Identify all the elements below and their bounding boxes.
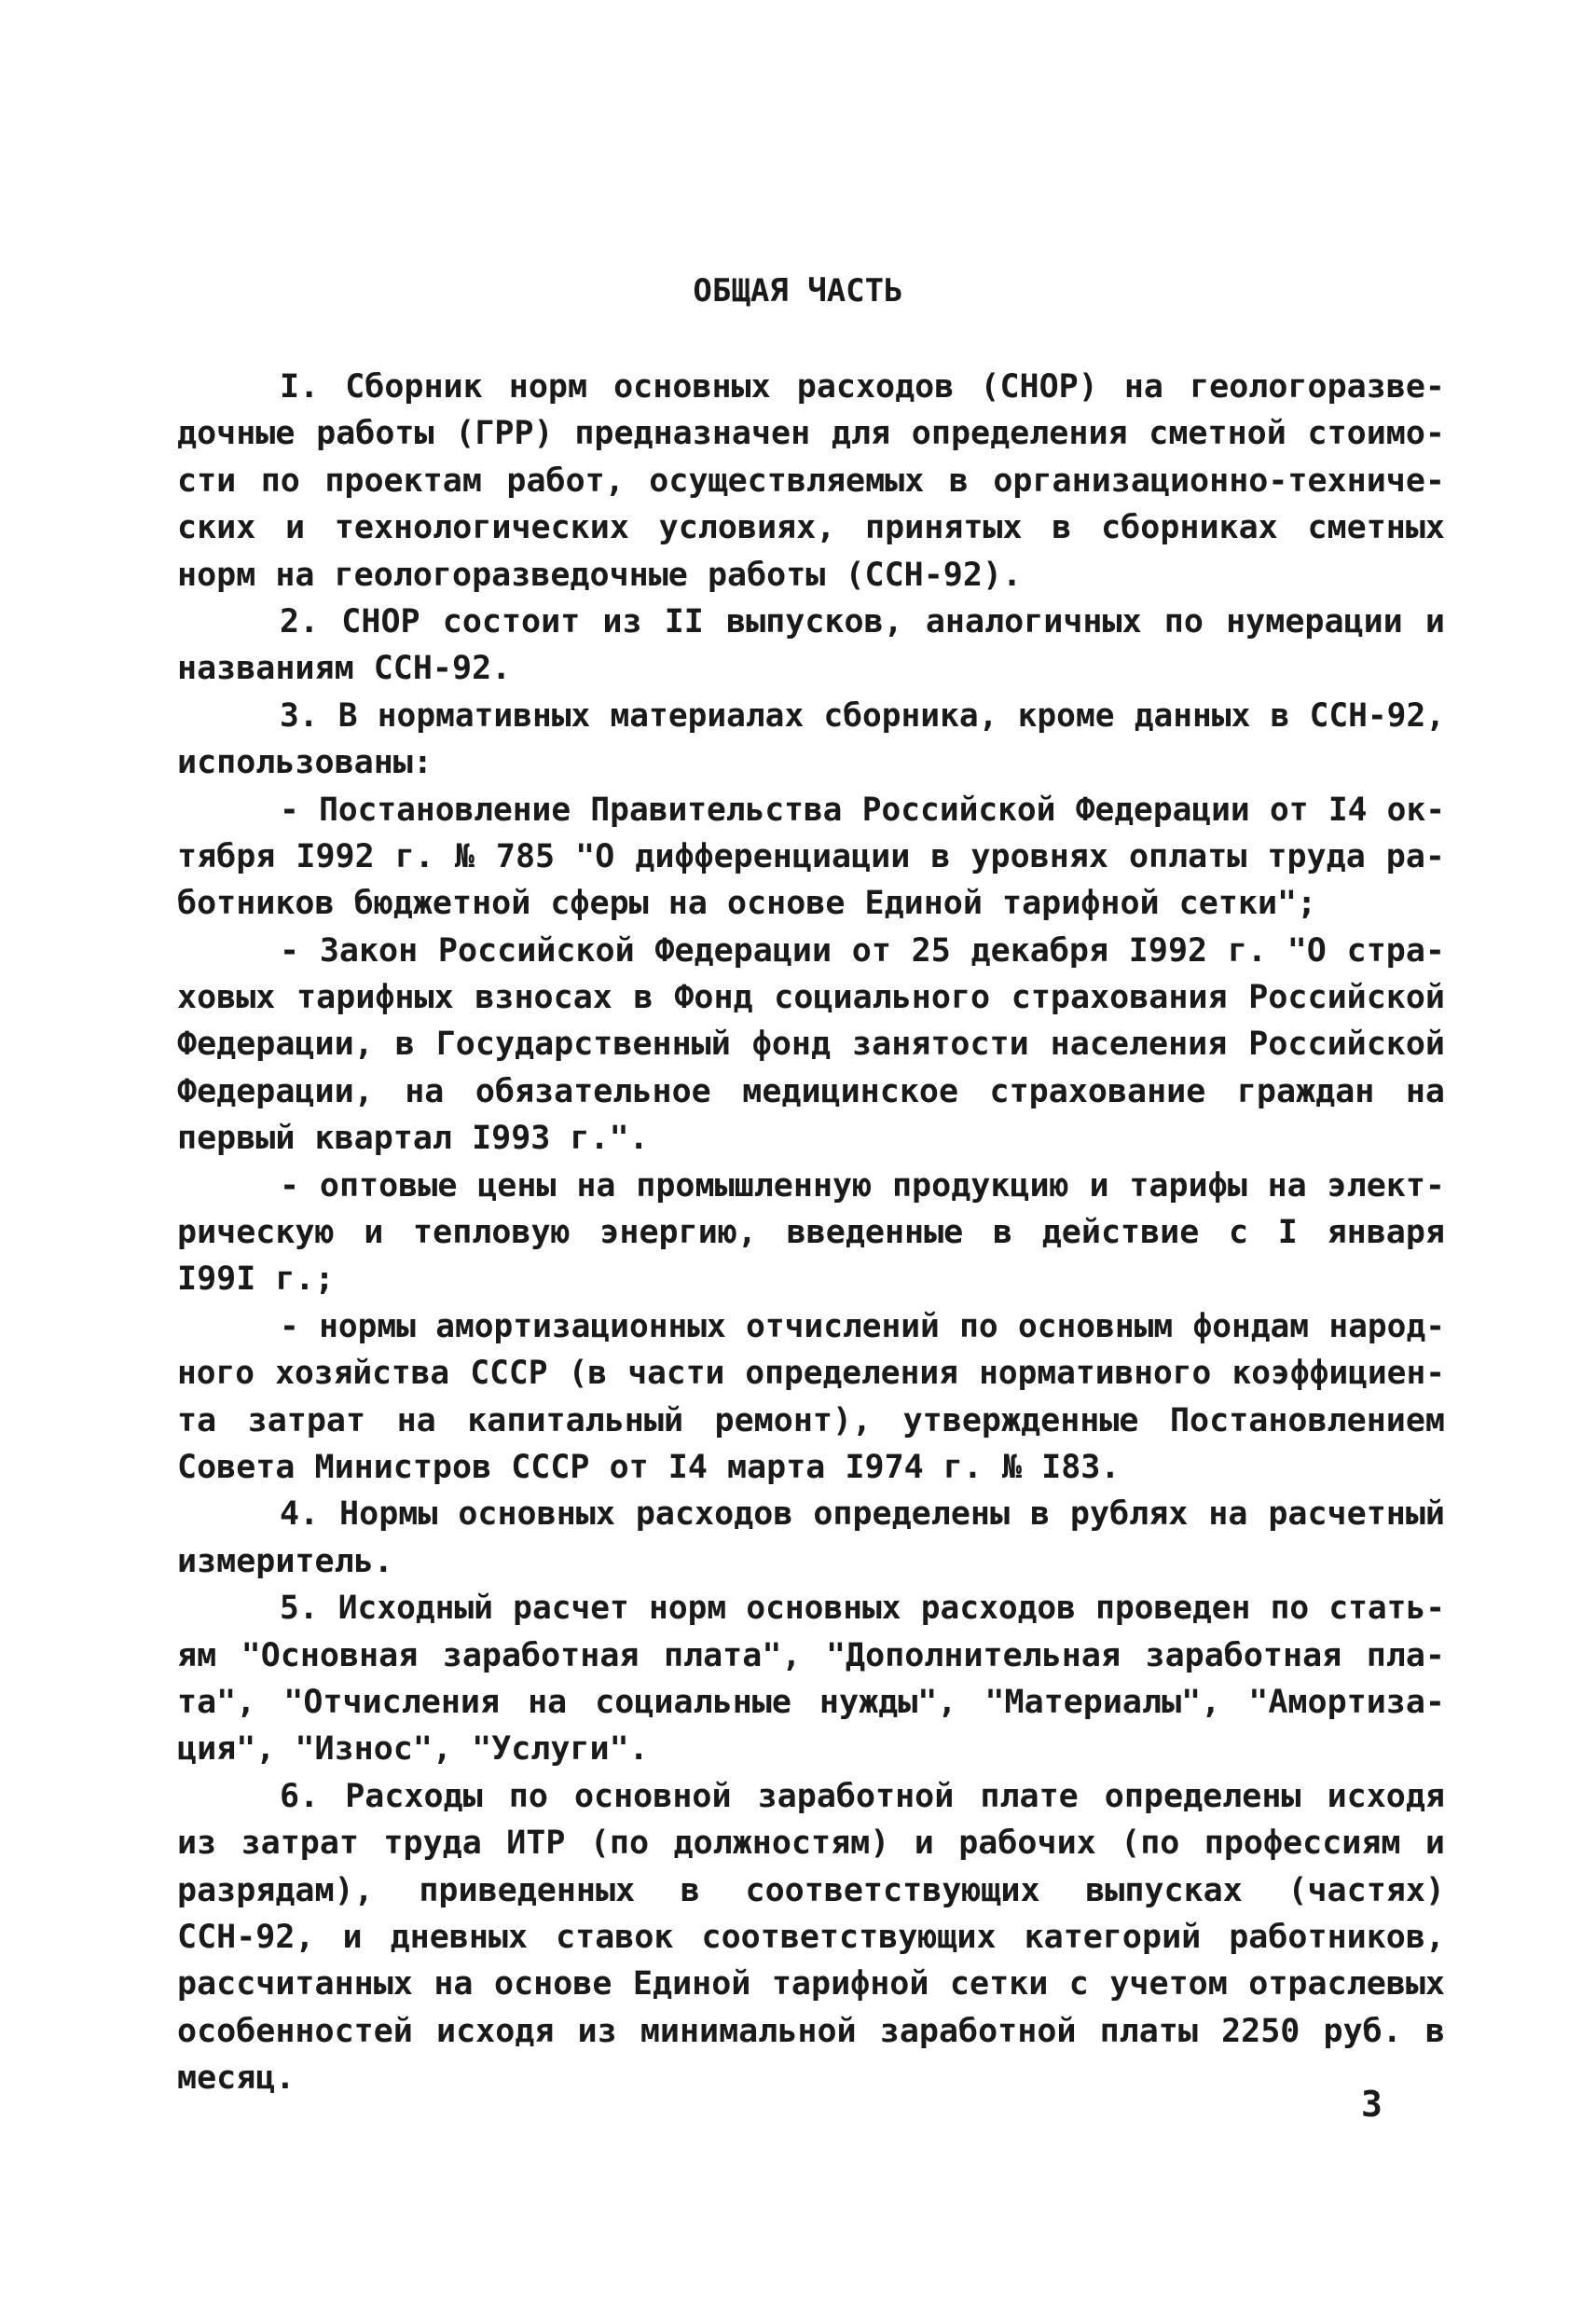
text-line: ховых тарифных взносах в Фонд социального страхования Российской bbox=[177, 979, 1445, 1017]
text-line: Федерации, в Государственный фонд занятости населения Российской bbox=[177, 1026, 1445, 1064]
text-line: норм на геологоразведочные работы (ССН-92). bbox=[177, 556, 1023, 594]
text-line: 6. Расходы по основной заработной плате определены исходя bbox=[280, 1777, 1445, 1815]
text-line: первый квартал I993 г.". bbox=[177, 1120, 649, 1158]
text-line: дочные работы (ГРР) предназначен для определения сметной стоимо- bbox=[177, 415, 1445, 453]
text-line: сти по проектам работ, осуществляемых в организационно-техниче- bbox=[177, 461, 1445, 500]
text-line: I99I г.; bbox=[177, 1260, 335, 1299]
text-line: из затрат труда ИТР (по должностям) и рабочих (по профессиям и bbox=[177, 1824, 1445, 1863]
text-line: ция", "Износ", "Услуги". bbox=[177, 1730, 649, 1769]
body-text bbox=[177, 364, 1445, 2101]
text-line: месяц. bbox=[177, 2059, 296, 2098]
text-line: - Постановление Правительства Российской Федерации от I4 ок- bbox=[280, 791, 1445, 829]
text-line: ских и технологических условиях, принятых в сборниках сметных bbox=[177, 509, 1445, 547]
text-line: та", "Отчисления на социальные нужды", "Материалы", "Амортиза- bbox=[177, 1683, 1445, 1721]
text-line: разрядам), приведенных в соответствующих выпусках (частях) bbox=[177, 1871, 1445, 1909]
text-line: - нормы амортизационных отчислений по основным фондам народ- bbox=[280, 1307, 1445, 1345]
text-line: ССН-92, и дневных ставок соответствующих категорий работников, bbox=[177, 1918, 1445, 1956]
text-line: I. Сборник норм основных расходов (СНОР) на геологоразве- bbox=[280, 368, 1445, 406]
text-line: 5. Исходный расчет норм основных расходов проведен по стать- bbox=[280, 1590, 1445, 1628]
text-line: Совета Министров СССР от I4 марта I974 г. № I83. bbox=[177, 1448, 1121, 1486]
text-line: ного хозяйства СССР (в части определения нормативного коэффициен- bbox=[177, 1355, 1445, 1393]
text-line: измеритель. bbox=[177, 1542, 393, 1580]
text-line: 3. В нормативных материалах сборника, кроме данных в ССН-92, bbox=[280, 696, 1445, 735]
text-line: названиям ССН-92. bbox=[177, 650, 512, 688]
text-line: Федерации, на обязательное медицинское страхование граждан на bbox=[177, 1072, 1445, 1110]
text-line: тября I992 г. № 785 "О дифференциации в уровнях оплаты труда ра- bbox=[177, 837, 1445, 875]
text-line: - оптовые цены на промышленную продукцию и тарифы на элект- bbox=[280, 1166, 1445, 1205]
text-line: особенностей исходя из минимальной заработной платы 2250 руб. в bbox=[177, 2012, 1445, 2050]
text-line: ботников бюджетной сферы на основе Единой тарифной сетки"; bbox=[177, 885, 1317, 923]
text-line: 4. Нормы основных расходов определены в рублях на расчетный bbox=[280, 1495, 1445, 1534]
text-line: - Закон Российской Федерации от 25 декабря I992 г. "О стра- bbox=[280, 931, 1445, 970]
text-line: использованы: bbox=[177, 744, 433, 782]
page-number: 3 bbox=[1361, 2084, 1383, 2125]
text-line: рассчитанных на основе Единой тарифной сетки с учетом отраслевых bbox=[177, 1965, 1445, 2003]
text-line: ям "Основная заработная плата", "Дополнительная заработная пла- bbox=[177, 1636, 1445, 1674]
text-line: та затрат на капитальный ремонт), утвержденные Постановлением bbox=[177, 1401, 1445, 1439]
section-heading: ОБЩАЯ ЧАСТЬ bbox=[693, 272, 903, 310]
text-line: 2. СНОР состоит из II выпусков, аналогичных по нумерации и bbox=[280, 602, 1445, 640]
text-line: рическую и тепловую энергию, введенные в действие с I января bbox=[177, 1214, 1445, 1252]
